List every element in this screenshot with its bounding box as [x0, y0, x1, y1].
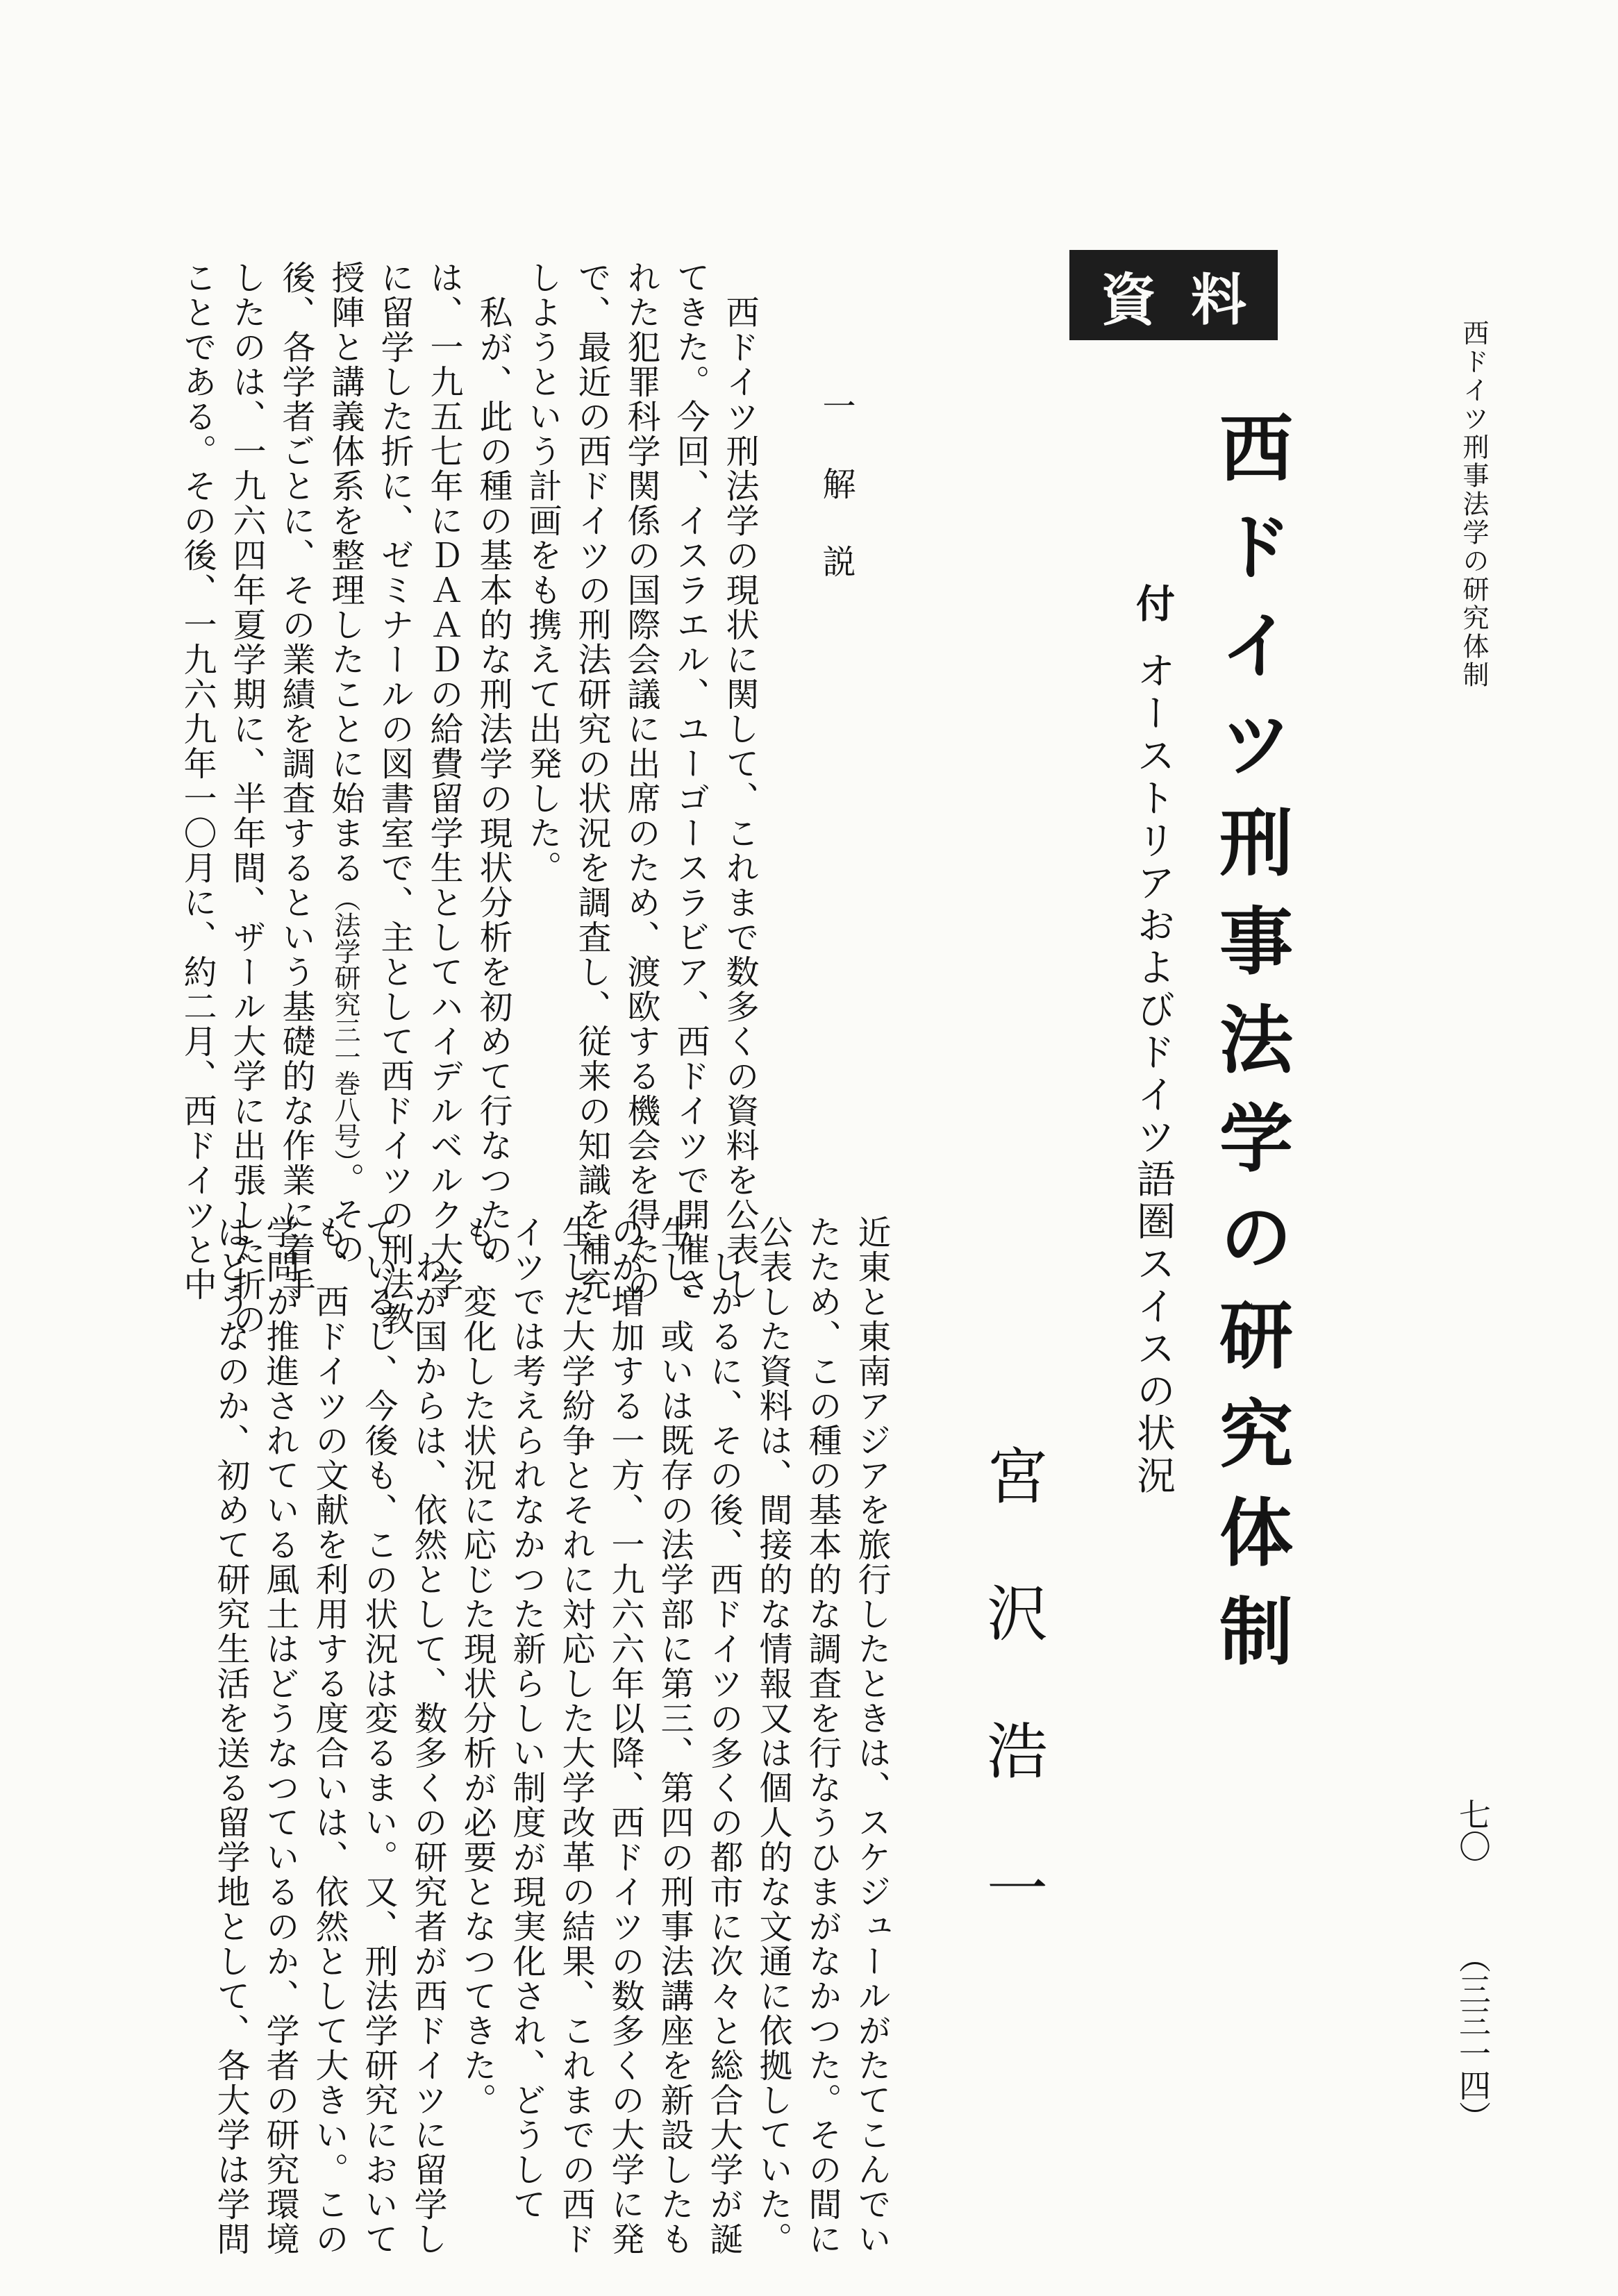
body-upper-line: 後、各学者ごとに、その業績を調査するという基礎的な作業に着手	[276, 260, 315, 1302]
subtitle-text: オーストリアおよびドイツ語圏スイスの状況	[1131, 651, 1176, 1498]
body-lower-line: はどうなのか、初めて研究生活を送る留学地として、各大学は学問	[211, 1215, 250, 2256]
body-upper-line: 私が、此の種の基本的な刑法学の現状分析を初めて行なつたの	[474, 260, 512, 1267]
subtitle-prefix: 付	[1130, 583, 1176, 626]
body-lower-line: ているし、今後も、この状況は変るまい。又、刑法学研究において	[359, 1215, 398, 2256]
body-upper-line: ことである。その後、一九六九年一〇月に、約二月、西ドイツと中	[178, 260, 217, 1302]
body-lower-line: しかるに、その後、西ドイツの多くの都市に次々と総合大学が誕	[704, 1215, 743, 2256]
section-heading: 一 解 説	[817, 389, 856, 583]
body-lower-line: 近東と東南アジアを旅行したときは、スケジュールがたてこんでい	[852, 1215, 891, 2256]
body-lower	[153, 1215, 896, 2256]
body-upper-line: は、一九五七年にＤＡＡＤの給費留学生としてハイデルベルク大学	[424, 260, 463, 1302]
body-upper-line: に留学した折に、ゼミナールの図書室で、主として西ドイツの刑法教	[375, 260, 414, 1336]
body-upper-line: れた犯罪科学関係の国際会議に出席のため、渡欧する機会を得たの	[622, 260, 660, 1302]
body-lower-line: のが増加する一方、一九六六年以降、西ドイツの数多くの大学に発	[606, 1215, 644, 2256]
body-upper-line	[320, 260, 369, 1266]
section-label-text: 資料	[1101, 267, 1281, 333]
body-lower-line: イツでは考えられなかつた新らしい制度が現実化され、どうして	[507, 1215, 546, 2222]
body-lower-line: たため、この種の基本的な調査を行なうひまがなかつた。その間に	[803, 1215, 842, 2256]
inline-citation: （法学研究三一巻八号）	[330, 885, 360, 1162]
body-upper-text: 授陣と講義体系を整理したことに始まる	[326, 260, 365, 885]
body-lower-line: 公表した資料は、間接的な情報又は個人的な文通に依拠していた。	[753, 1215, 792, 2256]
body-upper	[153, 260, 764, 1336]
running-header: 西ドイツ刑事法学の研究体制	[1458, 319, 1489, 689]
body-upper-line: しようという計画をも携えて出発した。	[523, 260, 562, 885]
body-upper-line: で、最近の西ドイツの刑法研究の状況を調査し、従来の知識を補充	[572, 260, 611, 1302]
body-upper-line: てきた。今回、イスラエル、ユーゴースラビア、西ドイツで開催さ	[671, 260, 710, 1302]
body-lower-line: も、西ドイツの文献を利用する度合いは、依然として大きい。この	[310, 1215, 349, 2256]
body-lower-line: わが国からは、依然として、数多くの研究者が西ドイツに留学し	[408, 1215, 447, 2256]
section-label	[1069, 250, 1281, 340]
body-upper-line: 西ドイツ刑法学の現状に関して、これまで数多くの資料を公表し	[720, 260, 759, 1302]
body-lower-line: 生し、或いは既存の法学部に第三、第四の刑事法講座を新設したも	[655, 1215, 694, 2256]
author: 宮沢浩一	[977, 1444, 1049, 1994]
body-lower-line: も、変化した状況に応じた現状分析が必要となつてきた。	[458, 1215, 497, 2118]
body-lower-line: 生した大学紛争とそれに対応した大学改革の結果、これまでの西ド	[556, 1215, 595, 2256]
body-upper-line: したのは、一九六四年夏学期に、半年間、ザール大学に出張した折の	[227, 260, 266, 1336]
page-number-total: （三三一四）	[1454, 1941, 1492, 2133]
subtitle	[1125, 583, 1181, 1498]
page-number	[1450, 1798, 1496, 2133]
page-title: 西ドイツ刑事法学の研究体制	[1208, 410, 1294, 1691]
body-lower-line: 学問が推進されている風土はどうなつているのか、学者の研究環境	[260, 1215, 299, 2256]
body-upper-text: 。その	[326, 1162, 365, 1266]
page-number-kanji: 七〇	[1454, 1798, 1492, 1862]
